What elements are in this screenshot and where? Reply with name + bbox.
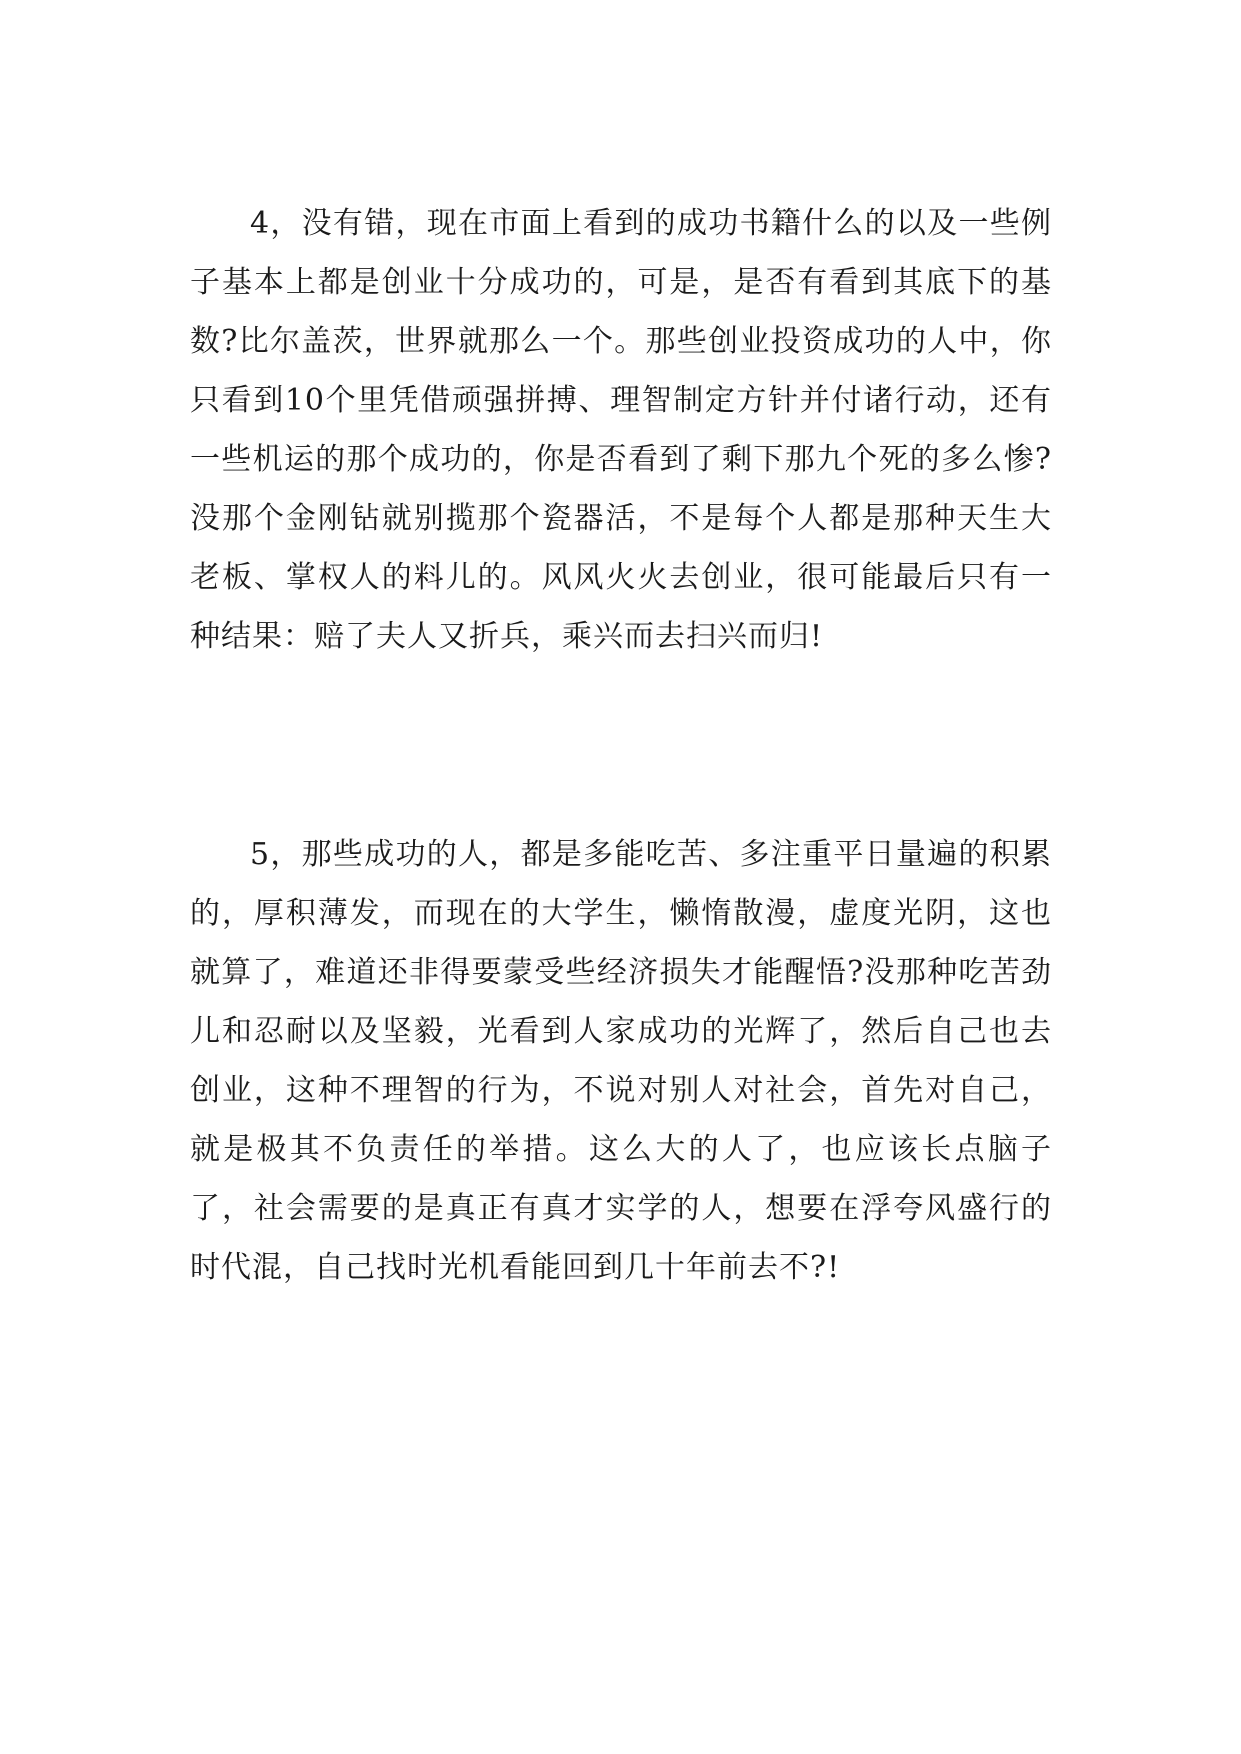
paragraph-5: 5，那些成功的人，都是多能吃苦、多注重平日量遍的积累的，厚积薄发，而现在的大学生，懒惰散漫，虚度光阴，这也就算了，难道还非得要蒙受些经济损失才能醒悟?没那种吃苦劲儿和忍耐以及坚毅，光看到人家成功的光辉了，然后自己也去创业，这种不理智的行为，不说对别人对社会，首先对自己，就是极其不负责任的举措。这么大的人了，也应该长点脑子了，社会需要的是真正有真才实学的人，想要在浮夸风盛行的时代混，自己找时光机看能回到几十年前去不?! <box>190 837 1052 1285</box>
paragraph-4: 4，没有错，现在市面上看到的成功书籍什么的以及一些例子基本上都是创业十分成功的，可是，是否有看到其底下的基数?比尔盖茨，世界就那么一个。那些创业投资成功的人中，你只看到10个里凭借顽强拼搏、理智制定方针并付诸行动，还有一些机运的那个成功的，你是否看到了剩下那九个死的多么惨?没那个金刚钻就别揽那个瓷器活，不是每个人都是那种天生大老板、掌权人的料儿的。风风火火去创业，很可能最后只有一种结果：赔了夫人又折兵，乘兴而去扫兴而归! <box>190 206 1052 654</box>
